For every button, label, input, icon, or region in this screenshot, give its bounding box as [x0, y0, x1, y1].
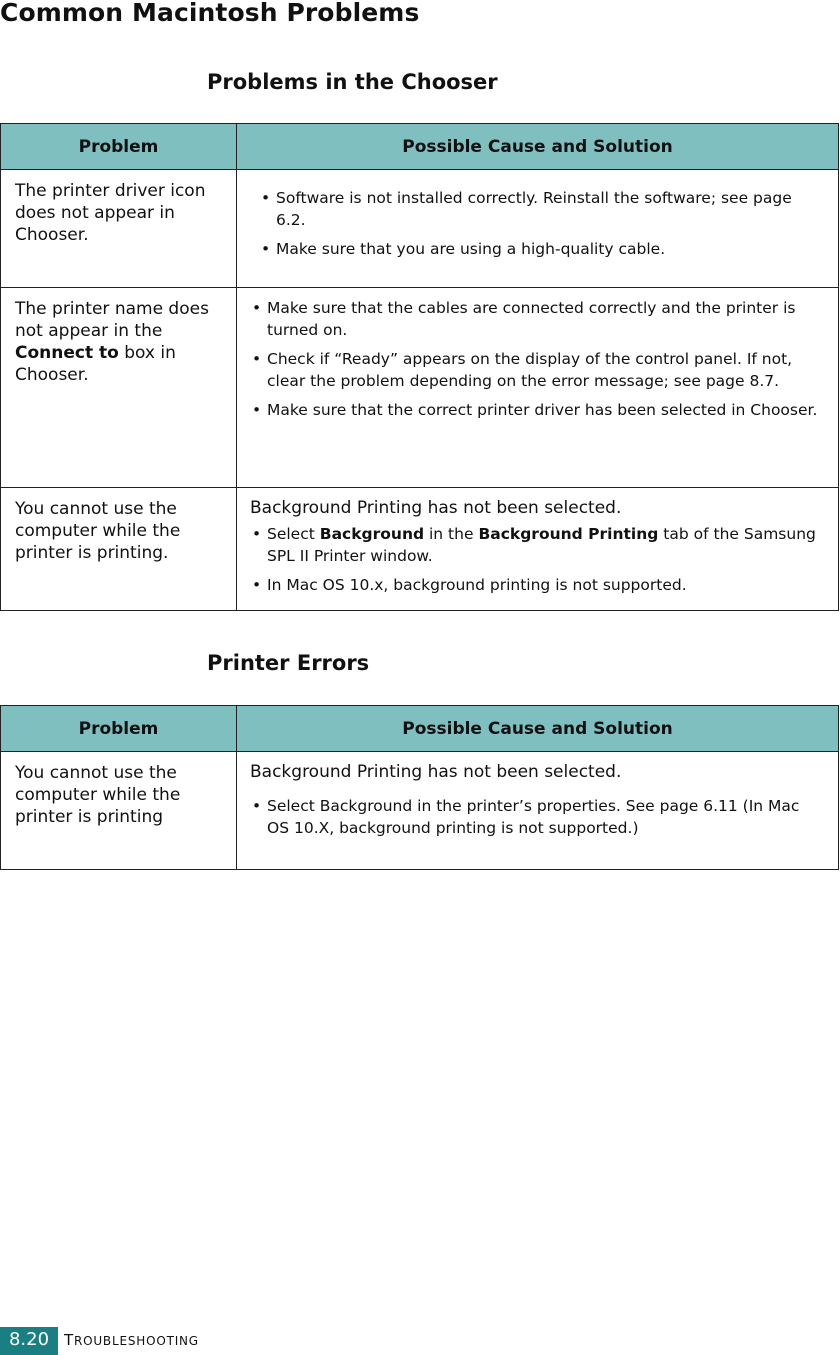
list-item: • Check if “Ready” appears on the display of the control panel. If not, clear the problem depending on the error message; see page 8.7. — [252, 350, 793, 390]
list-item: • Select Background in the printer’s properties. See page 6.11 (In Mac OS 10.X, background printing is not supported.) — [252, 797, 800, 837]
solution-cell — [237, 170, 839, 288]
solution-list — [250, 297, 826, 421]
bullet-icon: • — [261, 189, 271, 207]
solution-cell — [237, 488, 839, 611]
table-row — [1, 170, 839, 288]
bullet-icon: • — [252, 350, 262, 368]
problem-cell: The printer name does not appear in the Connect to box in Chooser. — [1, 288, 237, 488]
table-row — [1, 488, 839, 611]
problem-cell: The printer driver icon does not appear in Chooser. — [1, 170, 237, 288]
solution-intro: Background Printing has not been selected. — [250, 762, 622, 782]
page-number: 8.20 — [0, 1327, 58, 1355]
list-item: • Select Background in the Background Printing tab of the Samsung SPL II Printer window. — [252, 525, 816, 565]
table-header-row — [1, 706, 839, 752]
header-problem: Problem — [1, 124, 237, 170]
solution-list — [250, 523, 826, 596]
header-solution: Possible Cause and Solution — [237, 124, 839, 170]
problem-cell: You cannot use the computer while the printer is printing — [1, 752, 237, 870]
chooser-problems-table — [0, 123, 839, 611]
bullet-icon: • — [252, 299, 262, 317]
bullet-icon: • — [252, 401, 262, 419]
list-item: • Make sure that the cables are connected correctly and the printer is turned on. — [252, 299, 796, 339]
bullet-icon: • — [252, 525, 262, 543]
bullet-icon: • — [261, 240, 271, 258]
connect-to-label: Connect to — [15, 343, 119, 363]
list-item: • Make sure that you are using a high-quality cable. — [261, 240, 666, 258]
table-row — [1, 752, 839, 870]
solution-intro: Background Printing has not been selected. — [250, 498, 622, 518]
solution-cell — [237, 288, 839, 488]
page-title: Common Macintosh Problems — [0, 0, 420, 27]
list-item: • Make sure that the correct printer driver has been selected in Chooser. — [252, 401, 818, 419]
solution-list — [250, 795, 826, 839]
table-row — [1, 288, 839, 488]
bullet-icon: • — [252, 576, 262, 594]
printer-errors-table — [0, 705, 839, 870]
bullet-icon: • — [252, 797, 262, 815]
header-solution: Possible Cause and Solution — [237, 706, 839, 752]
errors-section-title: Printer Errors — [207, 651, 370, 675]
list-item: • In Mac OS 10.x, background printing is not supported. — [252, 576, 687, 594]
list-item: • Software is not installed correctly. Reinstall the software; see page 6.2. — [261, 189, 792, 229]
solution-list — [250, 187, 826, 260]
chooser-section-title: Problems in the Chooser — [207, 70, 498, 94]
header-problem: Problem — [1, 706, 237, 752]
section-label: TROUBLESHOOTING — [64, 1331, 199, 1349]
solution-cell — [237, 752, 839, 870]
table-header-row — [1, 124, 839, 170]
problem-cell: You cannot use the computer while the printer is printing. — [1, 488, 237, 611]
